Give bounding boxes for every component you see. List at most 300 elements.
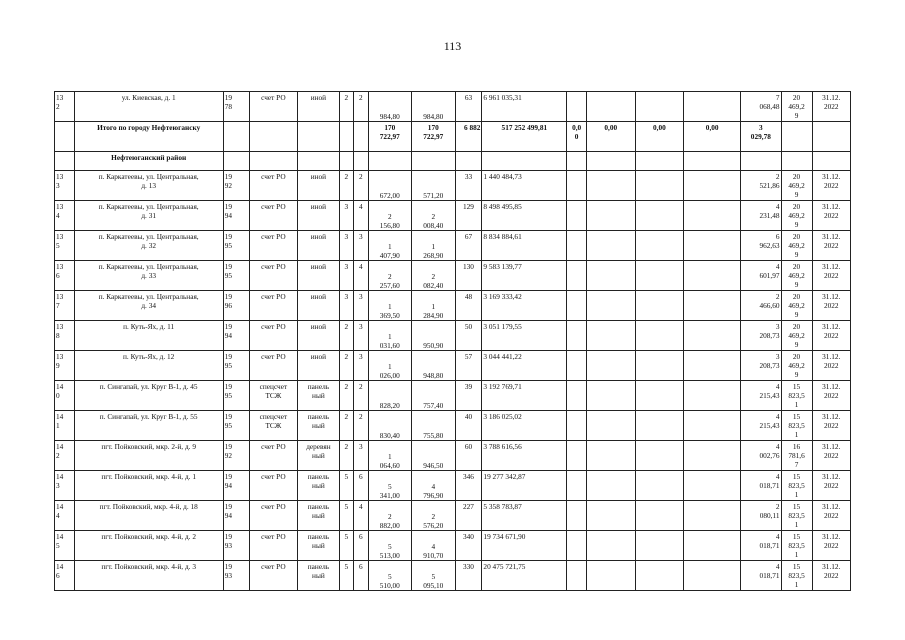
cell-address: ул. Киевская, д. 1 [74, 92, 223, 122]
cell-area-living: 4 796,90 [412, 471, 455, 501]
section-row [55, 152, 851, 171]
cell-v1 [567, 531, 587, 561]
cell-v2 [586, 501, 635, 531]
cell-date: 31.12. 2022 [812, 171, 850, 201]
cell-v3 [635, 471, 684, 501]
cell-empty [567, 152, 587, 171]
cell-address: п. Каркатеевы, ул. Центральная, д. 32 [74, 231, 223, 261]
cell-area-living: 950,90 [412, 321, 455, 351]
cell-address: п. Каркатеевы, ул. Центральная, д. 34 [74, 291, 223, 321]
cell-date: 31.12. 2022 [812, 92, 850, 122]
cell-date: 31.12. 2022 [812, 501, 850, 531]
cell-v1 [567, 201, 587, 231]
cell-total-v4: 0,00 [684, 122, 741, 152]
cell-account: счет РО [249, 92, 298, 122]
cell-account: счет РО [249, 561, 298, 591]
cell-limit-cost: 20 469,2 9 [781, 171, 812, 201]
cell-v2 [586, 92, 635, 122]
table-row [55, 411, 851, 441]
cell-empty [55, 152, 75, 171]
cell-account: счет РО [249, 291, 298, 321]
cell-floors: 2 [339, 171, 353, 201]
cell-limit-cost: 15 823,5 1 [781, 411, 812, 441]
cell-v4 [684, 321, 741, 351]
cell-specific-cost: 7 068,48 [741, 92, 781, 122]
cell-v3 [635, 441, 684, 471]
cell-v3 [635, 321, 684, 351]
cell-address: п. Каркатеевы, ул. Центральная, д. 31 [74, 201, 223, 231]
cell-specific-cost: 4 215,43 [741, 411, 781, 441]
cell-wall: иной [298, 321, 339, 351]
cell-cost: 19 277 342,87 [482, 471, 567, 501]
table-row [55, 381, 851, 411]
cell-account: счет РО [249, 531, 298, 561]
cell-num: 13 6 [55, 261, 75, 291]
cell-limit-cost: 15 823,5 1 [781, 531, 812, 561]
cell-entrances: 4 [354, 501, 368, 531]
cell-residents: 33 [455, 171, 482, 201]
cell-v4 [684, 231, 741, 261]
cell-empty [812, 152, 850, 171]
cell-area: 1 026,00 [368, 351, 411, 381]
cell-total-area-living: 170 722,97 [412, 122, 455, 152]
cell-entrances: 6 [354, 531, 368, 561]
cell-wall: панель ный [298, 561, 339, 591]
table-row [55, 531, 851, 561]
cell-area-living: 1 268,90 [412, 231, 455, 261]
cell-wall: иной [298, 201, 339, 231]
cell-num: 14 5 [55, 531, 75, 561]
cell-floors: 3 [339, 261, 353, 291]
cell-address: п. Каркатеевы, ул. Центральная, д. 13 [74, 171, 223, 201]
cell-cost: 1 440 484,73 [482, 171, 567, 201]
table-row [55, 231, 851, 261]
table-row [55, 291, 851, 321]
cell-year: 19 95 [223, 261, 249, 291]
cell-area: 984,80 [368, 92, 411, 122]
cell-floors: 2 [339, 321, 353, 351]
cell-empty [223, 122, 249, 152]
cell-address: пгт. Пойковский, мкр. 2-й, д. 9 [74, 441, 223, 471]
cell-empty [684, 152, 741, 171]
cell-account: счет РО [249, 231, 298, 261]
cell-v1 [567, 381, 587, 411]
cell-num: 14 3 [55, 471, 75, 501]
cell-v1 [567, 171, 587, 201]
cell-wall: панель ный [298, 531, 339, 561]
cell-total-area: 170 722,97 [368, 122, 411, 152]
cell-date: 31.12. 2022 [812, 471, 850, 501]
cell-address: п. Куть-Ях, д. 12 [74, 351, 223, 381]
cell-empty [412, 152, 455, 171]
table-row [55, 171, 851, 201]
cell-limit-cost: 16 781,6 7 [781, 441, 812, 471]
cell-empty [586, 152, 635, 171]
cell-v1 [567, 441, 587, 471]
cell-floors: 3 [339, 201, 353, 231]
cell-v2 [586, 471, 635, 501]
cell-empty [249, 122, 298, 152]
table-row [55, 561, 851, 591]
cell-account: счет РО [249, 471, 298, 501]
cell-v3 [635, 261, 684, 291]
cell-v1 [567, 561, 587, 591]
cell-empty [339, 122, 353, 152]
cell-empty [339, 152, 353, 171]
cell-empty [223, 152, 249, 171]
cell-cost: 3 192 769,71 [482, 381, 567, 411]
cell-area: 830,40 [368, 411, 411, 441]
cell-num: 13 9 [55, 351, 75, 381]
cell-wall: иной [298, 92, 339, 122]
table-row [55, 321, 851, 351]
cell-floors: 3 [339, 231, 353, 261]
table-row [55, 92, 851, 122]
cell-v4 [684, 201, 741, 231]
cell-v3 [635, 231, 684, 261]
cell-date: 31.12. 2022 [812, 231, 850, 261]
cell-area: 672,00 [368, 171, 411, 201]
cell-wall: панель ный [298, 501, 339, 531]
cell-entrances: 2 [354, 381, 368, 411]
cell-cost: 3 186 025,02 [482, 411, 567, 441]
cell-year: 19 78 [223, 92, 249, 122]
cell-limit-cost: 20 469,2 9 [781, 351, 812, 381]
cell-num: 13 2 [55, 92, 75, 122]
cell-residents: 57 [455, 351, 482, 381]
cell-cost: 19 734 671,90 [482, 531, 567, 561]
cell-empty [482, 152, 567, 171]
cell-empty [781, 122, 812, 152]
cell-v4 [684, 531, 741, 561]
cell-wall: панель ный [298, 411, 339, 441]
cell-entrances: 2 [354, 411, 368, 441]
cell-limit-cost: 15 823,5 1 [781, 381, 812, 411]
cell-v3 [635, 501, 684, 531]
page-number: 113 [443, 39, 462, 53]
cell-num: 14 2 [55, 441, 75, 471]
cell-num: 14 0 [55, 381, 75, 411]
cell-area-living: 571,20 [412, 171, 455, 201]
cell-year: 19 94 [223, 501, 249, 531]
cell-address: п. Каркатеевы, ул. Центральная, д. 33 [74, 261, 223, 291]
cell-v2 [586, 411, 635, 441]
table-row [55, 501, 851, 531]
cell-cost: 3 788 616,56 [482, 441, 567, 471]
housing-register-table [54, 91, 851, 591]
cell-address: пгт. Пойковский, мкр. 4-й, д. 18 [74, 501, 223, 531]
cell-residents: 39 [455, 381, 482, 411]
cell-residents: 330 [455, 561, 482, 591]
cell-total-cost: 517 252 499,81 [482, 122, 567, 152]
cell-v1 [567, 92, 587, 122]
cell-address: п. Куть-Ях, д. 11 [74, 321, 223, 351]
cell-num: 13 4 [55, 201, 75, 231]
cell-year: 19 92 [223, 441, 249, 471]
cell-empty [249, 152, 298, 171]
cell-wall: деревян ный [298, 441, 339, 471]
cell-entrances: 3 [354, 441, 368, 471]
cell-empty [298, 152, 339, 171]
cell-date: 31.12. 2022 [812, 441, 850, 471]
cell-cost: 3 169 333,42 [482, 291, 567, 321]
cell-residents: 130 [455, 261, 482, 291]
cell-v2 [586, 321, 635, 351]
cell-account: спецсчет ТСЖ [249, 411, 298, 441]
cell-wall: иной [298, 231, 339, 261]
total-label: Итого по городу Нефтеюганску [74, 122, 223, 152]
cell-specific-cost: 2 080,11 [741, 501, 781, 531]
cell-specific-cost: 2 521,86 [741, 171, 781, 201]
table-row [55, 351, 851, 381]
cell-total-v1: 0,0 0 [567, 122, 587, 152]
cell-account: счет РО [249, 501, 298, 531]
cell-account: счет РО [249, 171, 298, 201]
table-row [55, 471, 851, 501]
cell-total-residents: 6 882 [455, 122, 482, 152]
section-label: Нефтеюганский район [74, 152, 223, 171]
cell-empty [741, 152, 781, 171]
cell-limit-cost: 15 823,5 1 [781, 501, 812, 531]
cell-v3 [635, 171, 684, 201]
cell-area: 1 064,60 [368, 441, 411, 471]
cell-cost: 20 475 721,75 [482, 561, 567, 591]
cell-num: 13 5 [55, 231, 75, 261]
cell-num: 14 6 [55, 561, 75, 591]
cell-entrances: 2 [354, 92, 368, 122]
cell-account: счет РО [249, 351, 298, 381]
cell-v2 [586, 231, 635, 261]
cell-account: счет РО [249, 321, 298, 351]
cell-specific-cost: 3 208,73 [741, 351, 781, 381]
table-row [55, 261, 851, 291]
cell-total-v3: 0,00 [635, 122, 684, 152]
cell-account: счет РО [249, 201, 298, 231]
cell-date: 31.12. 2022 [812, 321, 850, 351]
cell-v2 [586, 201, 635, 231]
cell-empty [455, 152, 482, 171]
cell-num: 14 1 [55, 411, 75, 441]
cell-date: 31.12. 2022 [812, 351, 850, 381]
cell-area: 2 156,80 [368, 201, 411, 231]
cell-cost: 3 044 441,22 [482, 351, 567, 381]
cell-year: 19 92 [223, 171, 249, 201]
cell-wall: панель ный [298, 471, 339, 501]
cell-specific-cost: 4 231,48 [741, 201, 781, 231]
cell-entrances: 3 [354, 321, 368, 351]
cell-address: п. Сингапай, ул. Круг В-1, д. 55 [74, 411, 223, 441]
cell-v2 [586, 351, 635, 381]
cell-v2 [586, 381, 635, 411]
cell-address: пгт. Пойковский, мкр. 4-й, д. 2 [74, 531, 223, 561]
cell-year: 19 96 [223, 291, 249, 321]
cell-area-living: 757,40 [412, 381, 455, 411]
cell-account: счет РО [249, 261, 298, 291]
cell-v3 [635, 291, 684, 321]
cell-area: 5 510,00 [368, 561, 411, 591]
cell-limit-cost: 20 469,2 9 [781, 261, 812, 291]
cell-num: 13 8 [55, 321, 75, 351]
cell-floors: 5 [339, 471, 353, 501]
cell-year: 19 95 [223, 231, 249, 261]
cell-v4 [684, 171, 741, 201]
cell-limit-cost: 20 469,2 9 [781, 231, 812, 261]
cell-address: п. Сингапай, ул. Круг В-1, д. 45 [74, 381, 223, 411]
cell-empty [368, 152, 411, 171]
cell-v4 [684, 471, 741, 501]
cell-cost: 6 961 035,31 [482, 92, 567, 122]
cell-v1 [567, 411, 587, 441]
cell-v4 [684, 561, 741, 591]
cell-v2 [586, 291, 635, 321]
cell-v1 [567, 291, 587, 321]
cell-v4 [684, 381, 741, 411]
cell-area: 1 407,90 [368, 231, 411, 261]
cell-v2 [586, 441, 635, 471]
cell-floors: 2 [339, 441, 353, 471]
cell-floors: 5 [339, 531, 353, 561]
cell-year: 19 94 [223, 321, 249, 351]
cell-empty [354, 122, 368, 152]
cell-date: 31.12. 2022 [812, 561, 850, 591]
cell-residents: 48 [455, 291, 482, 321]
cell-area: 2 882,00 [368, 501, 411, 531]
cell-wall: иной [298, 351, 339, 381]
cell-wall: иной [298, 291, 339, 321]
cell-year: 19 93 [223, 531, 249, 561]
cell-limit-cost: 20 469,2 9 [781, 291, 812, 321]
cell-floors: 5 [339, 561, 353, 591]
cell-floors: 2 [339, 411, 353, 441]
cell-year: 19 94 [223, 471, 249, 501]
cell-specific-cost: 6 962,63 [741, 231, 781, 261]
cell-area-living: 755,80 [412, 411, 455, 441]
cell-empty [354, 152, 368, 171]
cell-empty [635, 152, 684, 171]
cell-v1 [567, 471, 587, 501]
cell-total-spec: 3 029,78 [741, 122, 781, 152]
table-body [55, 92, 851, 591]
cell-year: 19 95 [223, 381, 249, 411]
cell-v1 [567, 321, 587, 351]
table-row [55, 441, 851, 471]
cell-cost: 5 358 783,87 [482, 501, 567, 531]
cell-v2 [586, 171, 635, 201]
cell-entrances: 4 [354, 261, 368, 291]
cell-date: 31.12. 2022 [812, 411, 850, 441]
cell-v2 [586, 261, 635, 291]
cell-area-living: 2 082,40 [412, 261, 455, 291]
cell-specific-cost: 4 018,71 [741, 561, 781, 591]
cell-v3 [635, 411, 684, 441]
cell-v3 [635, 561, 684, 591]
cell-floors: 2 [339, 351, 353, 381]
cell-v4 [684, 411, 741, 441]
cell-address: пгт. Пойковский, мкр. 4-й, д. 1 [74, 471, 223, 501]
cell-residents: 67 [455, 231, 482, 261]
cell-specific-cost: 3 208,73 [741, 321, 781, 351]
cell-cost: 8 834 884,61 [482, 231, 567, 261]
cell-num: 13 3 [55, 171, 75, 201]
cell-residents: 346 [455, 471, 482, 501]
cell-area: 5 341,00 [368, 471, 411, 501]
cell-v2 [586, 561, 635, 591]
cell-empty [812, 122, 850, 152]
cell-date: 31.12. 2022 [812, 201, 850, 231]
cell-v1 [567, 231, 587, 261]
cell-v4 [684, 291, 741, 321]
cell-area-living: 948,80 [412, 351, 455, 381]
cell-year: 19 95 [223, 411, 249, 441]
cell-wall: иной [298, 261, 339, 291]
cell-num: 13 7 [55, 291, 75, 321]
cell-entrances: 3 [354, 351, 368, 381]
cell-v4 [684, 261, 741, 291]
cell-specific-cost: 4 018,71 [741, 531, 781, 561]
cell-area-living: 2 576,20 [412, 501, 455, 531]
cell-cost: 8 498 495,85 [482, 201, 567, 231]
cell-area-living: 984,80 [412, 92, 455, 122]
cell-area: 1 369,50 [368, 291, 411, 321]
cell-entrances: 2 [354, 171, 368, 201]
cell-area: 828,20 [368, 381, 411, 411]
cell-limit-cost: 15 823,5 1 [781, 471, 812, 501]
cell-area: 5 513,00 [368, 531, 411, 561]
cell-v1 [567, 261, 587, 291]
cell-date: 31.12. 2022 [812, 531, 850, 561]
cell-empty [781, 152, 812, 171]
cell-area-living: 946,50 [412, 441, 455, 471]
cell-area: 2 257,60 [368, 261, 411, 291]
cell-wall: иной [298, 171, 339, 201]
cell-v1 [567, 501, 587, 531]
cell-specific-cost: 4 002,76 [741, 441, 781, 471]
cell-area-living: 5 095,10 [412, 561, 455, 591]
cell-entrances: 3 [354, 291, 368, 321]
cell-year: 19 94 [223, 201, 249, 231]
cell-residents: 340 [455, 531, 482, 561]
table-row [55, 201, 851, 231]
cell-cost: 9 583 139,77 [482, 261, 567, 291]
cell-v4 [684, 501, 741, 531]
cell-v3 [635, 531, 684, 561]
cell-entrances: 6 [354, 561, 368, 591]
cell-wall: панель ный [298, 381, 339, 411]
cell-specific-cost: 2 466,60 [741, 291, 781, 321]
cell-v4 [684, 441, 741, 471]
cell-v3 [635, 201, 684, 231]
cell-area-living: 4 910,70 [412, 531, 455, 561]
cell-year: 19 93 [223, 561, 249, 591]
cell-date: 31.12. 2022 [812, 261, 850, 291]
cell-v4 [684, 351, 741, 381]
cell-entrances: 3 [354, 231, 368, 261]
cell-limit-cost: 15 823,5 1 [781, 561, 812, 591]
cell-floors: 3 [339, 291, 353, 321]
cell-num: 14 4 [55, 501, 75, 531]
cell-v4 [684, 92, 741, 122]
cell-v3 [635, 351, 684, 381]
cell-empty [298, 122, 339, 152]
cell-account: счет РО [249, 441, 298, 471]
cell-limit-cost: 20 469,2 9 [781, 201, 812, 231]
cell-account: спецсчет ТСЖ [249, 381, 298, 411]
cell-entrances: 4 [354, 201, 368, 231]
cell-empty [55, 122, 75, 152]
cell-residents: 63 [455, 92, 482, 122]
cell-v2 [586, 531, 635, 561]
cell-date: 31.12. 2022 [812, 291, 850, 321]
